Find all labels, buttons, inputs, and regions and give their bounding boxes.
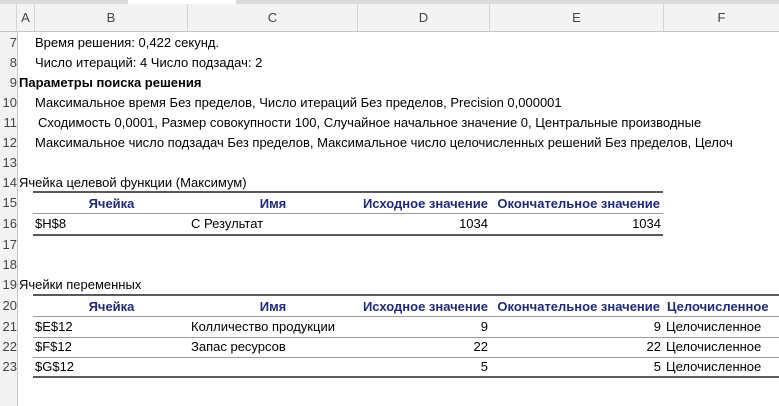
row-header-19[interactable]: 19 [0, 275, 17, 295]
objective-cell-ref[interactable]: $H$8 [35, 216, 67, 231]
row-header-15[interactable]: 15 [0, 193, 17, 213]
variable-cell-ref[interactable]: $E$12 [35, 319, 73, 334]
objective-final-value[interactable]: 1034 [632, 216, 661, 231]
row-header-23[interactable]: 23 [0, 357, 17, 377]
variables-header-name: Имя [259, 299, 287, 314]
variable-initial-value[interactable]: 5 [480, 359, 488, 374]
variable-initial-value[interactable]: 9 [480, 319, 488, 334]
objective-header-name: Имя [259, 196, 287, 211]
row-header-8[interactable]: 8 [0, 53, 17, 73]
select-all-corner[interactable] [0, 4, 17, 31]
variables-table-top-border [33, 294, 779, 296]
variable-cell-ref[interactable]: $F$12 [35, 339, 72, 354]
objective-header-final: Окончательное значение [497, 196, 660, 211]
objective-header-initial: Исходное значение [362, 196, 488, 211]
column-header-e[interactable]: E [490, 4, 664, 31]
variables-section-title: Ячейки переменных [19, 277, 142, 292]
solver-params-line-3: Максимальное число подзадач Без пределов, Максимальное число целочисленных решений Без пределов, Целоч [35, 135, 733, 150]
solver-params-line-2: Сходимость 0,0001, Размер совокупности 100, Случайное начальное значение 0, Центральные производные [38, 115, 702, 130]
solver-params-line-1: Максимальное время Без пределов, Число итераций Без пределов, Precision 0,000001 [35, 95, 562, 110]
variables-header-final: Окончательное значение [497, 299, 660, 314]
objective-section-title: Ячейка целевой функции (Максимум) [19, 175, 247, 190]
row-header-14[interactable]: 14 [0, 173, 17, 193]
objective-table-top-border [33, 191, 663, 193]
objective-table-bottom-border [33, 234, 663, 236]
row-header-20[interactable]: 20 [0, 296, 17, 316]
row-header-21[interactable]: 21 [0, 317, 17, 337]
row-header-12[interactable]: 12 [0, 133, 17, 153]
variables-header-cell: Ячейка [88, 299, 135, 314]
iterations-text: Число итераций: 4 Число подзадач: 2 [35, 55, 263, 70]
objective-initial-value[interactable]: 1034 [459, 216, 488, 231]
variable-integer-flag[interactable]: Целочисленное [666, 339, 762, 354]
column-header-f[interactable]: F [717, 10, 726, 25]
row-header-10[interactable]: 10 [0, 93, 17, 113]
row-header-16[interactable]: 16 [0, 214, 17, 234]
variable-final-value[interactable]: 5 [653, 359, 661, 374]
row-header-7[interactable]: 7 [0, 33, 17, 53]
variable-final-value[interactable]: 22 [646, 339, 661, 354]
solver-params-title: Параметры поиска решения [19, 75, 202, 90]
row-header-11[interactable]: 11 [0, 113, 17, 133]
row-header-22[interactable]: 22 [0, 337, 17, 357]
row-header-13[interactable]: 13 [0, 153, 17, 173]
column-header-a[interactable]: A [17, 4, 35, 31]
row-header-18[interactable]: 18 [0, 255, 17, 275]
objective-cell-name[interactable]: С Результат [191, 216, 264, 231]
variable-integer-flag[interactable]: Целочисленное [666, 359, 762, 374]
column-header-bar [0, 4, 779, 32]
variable-initial-value[interactable]: 22 [473, 339, 488, 354]
variable-cell-ref[interactable]: $G$12 [35, 359, 75, 374]
variable-cell-name[interactable]: Колличество продукции [191, 319, 335, 334]
column-header-c[interactable]: C [188, 4, 358, 31]
variables-header-integer: Целочисленное [667, 299, 769, 314]
column-header-d[interactable]: D [358, 4, 490, 31]
variables-header-initial: Исходное значение [362, 299, 488, 314]
objective-header-cell: Ячейка [88, 196, 135, 211]
solve-time-text: Время решения: 0,422 секунд. [35, 35, 220, 50]
row-header-9[interactable]: 9 [0, 73, 17, 93]
variable-integer-flag[interactable]: Целочисленное [666, 319, 762, 334]
variable-cell-name[interactable]: Запас ресурсов [191, 339, 286, 354]
row-header-17[interactable]: 17 [0, 235, 17, 255]
variable-final-value[interactable]: 9 [653, 319, 661, 334]
column-header-b[interactable]: B [35, 4, 188, 31]
variables-table-bottom-border [33, 376, 779, 378]
